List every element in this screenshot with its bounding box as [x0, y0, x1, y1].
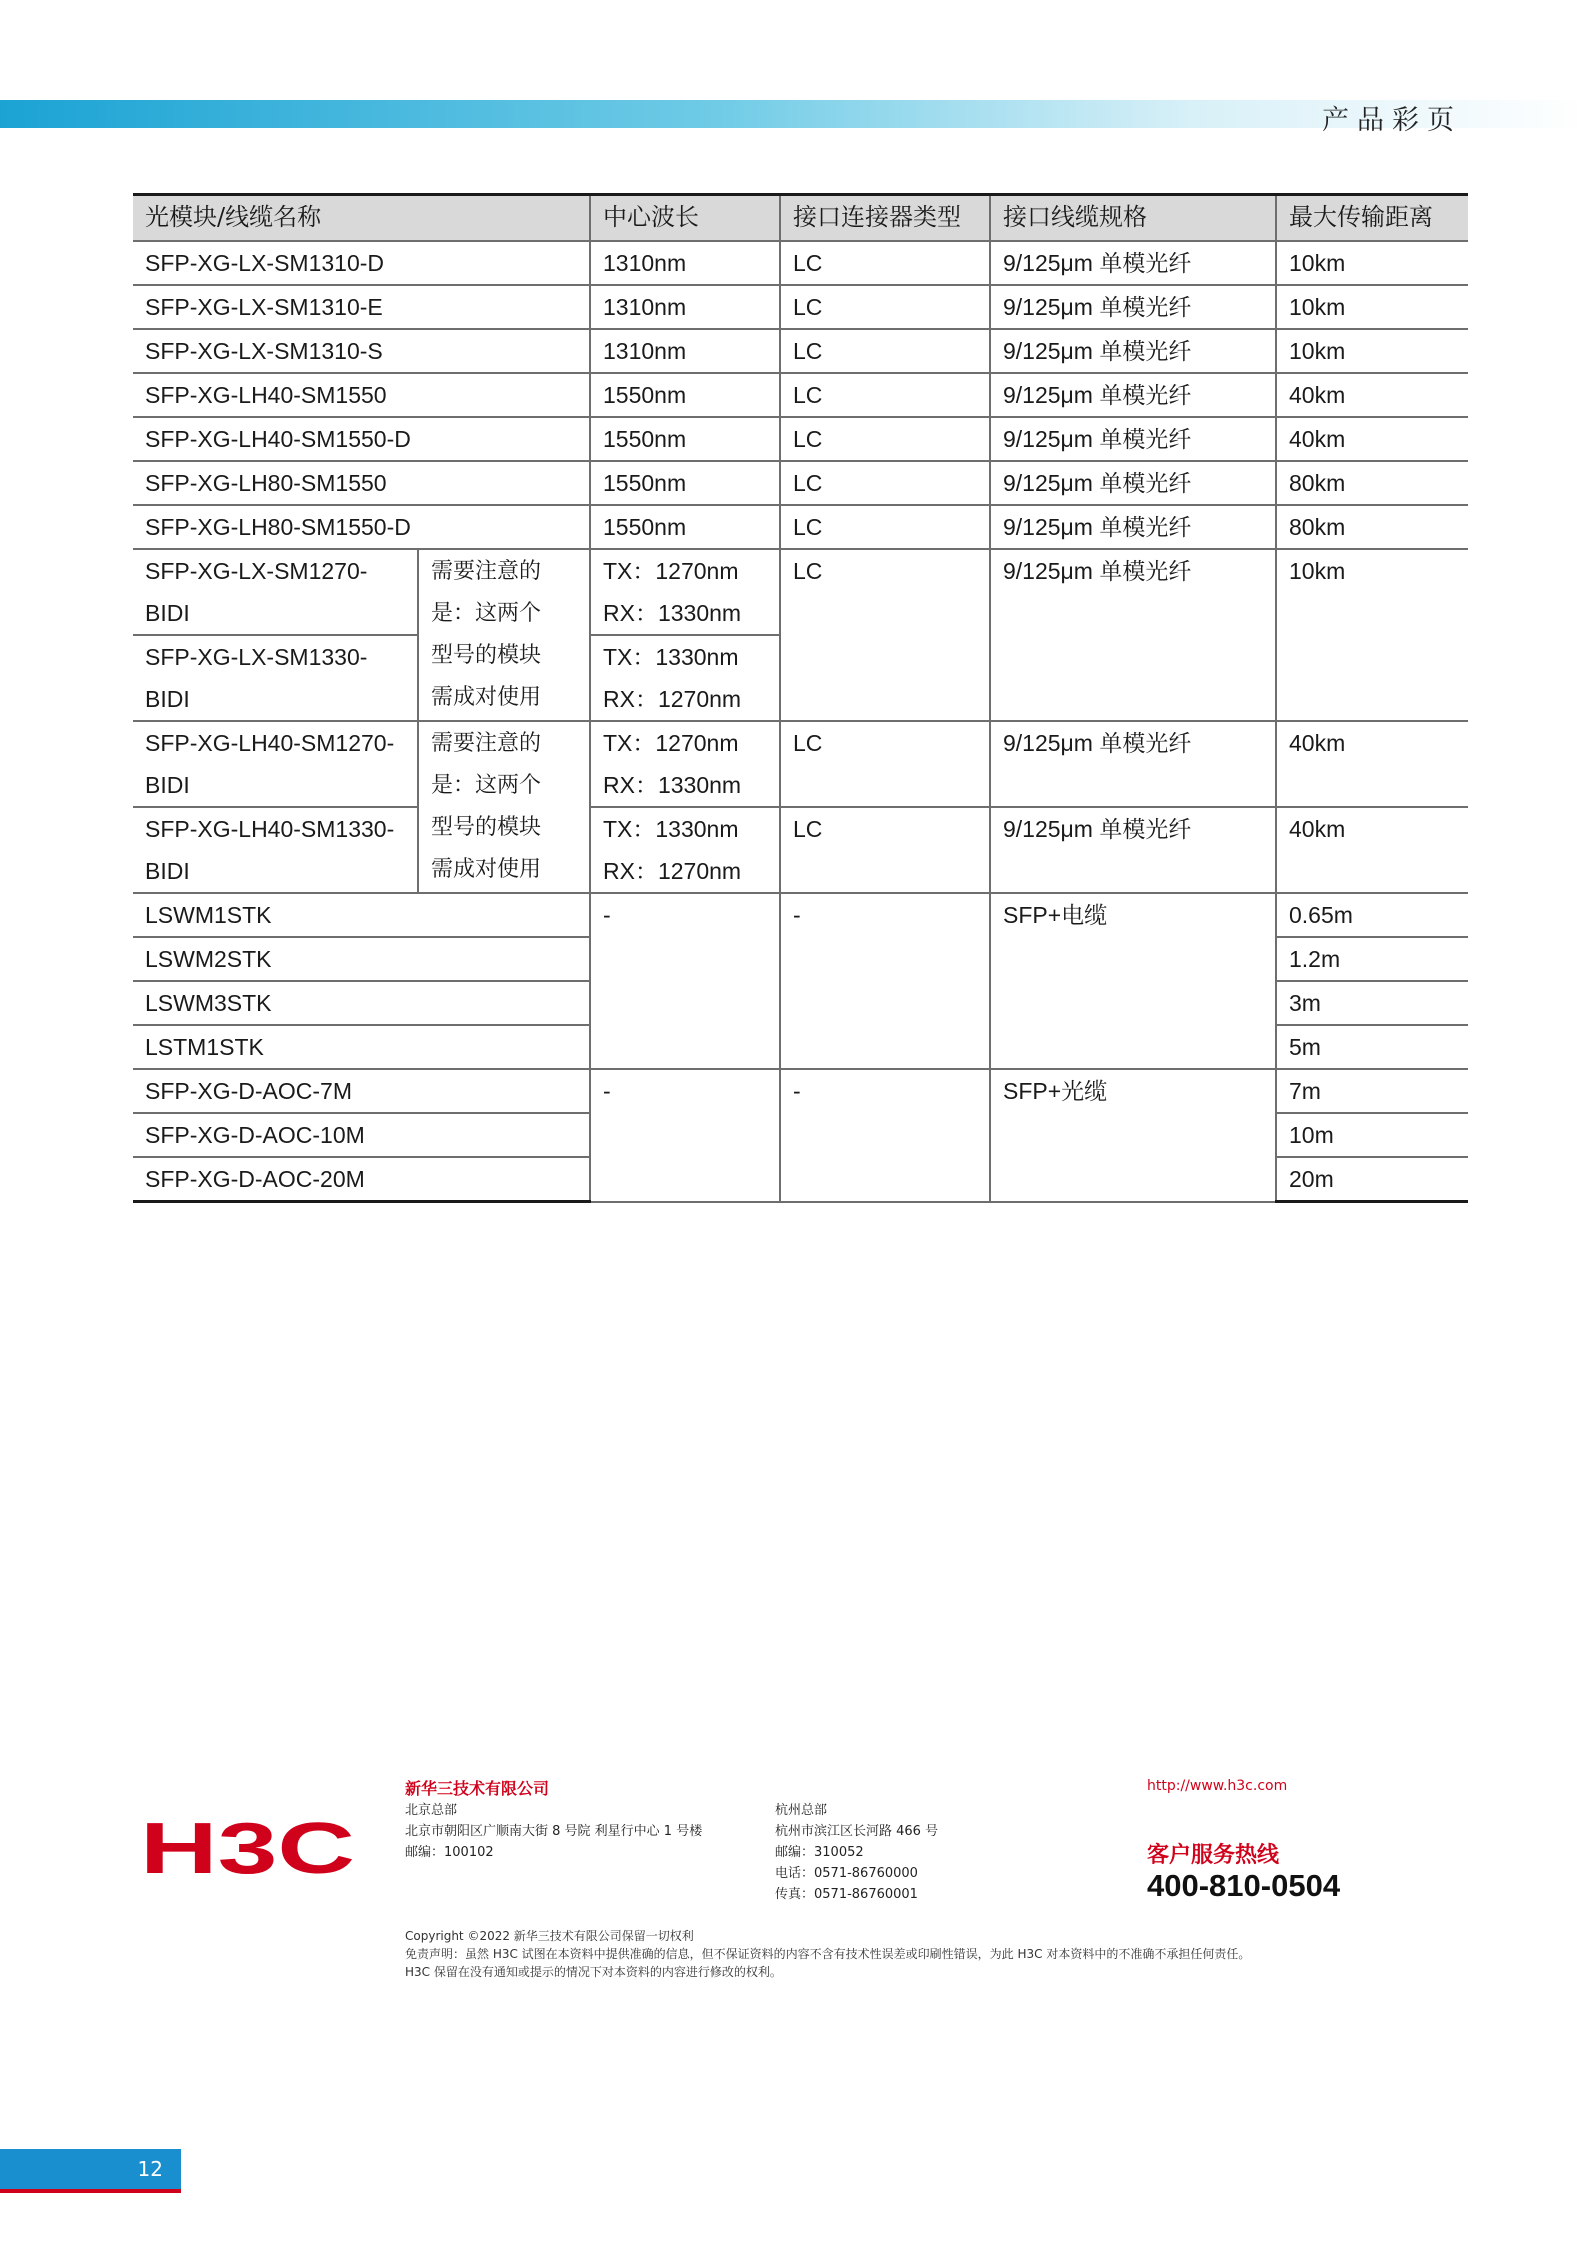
header-module-name: 光模块/线缆名称 [133, 195, 590, 242]
h3c-logo [140, 1818, 360, 1878]
page-number-underline [0, 2189, 181, 2193]
optical-module-spec-table [133, 193, 1468, 1203]
header-connector: 接口连接器类型 [780, 195, 990, 242]
table-row-stack: LSWM2STK 1.2m [133, 937, 1468, 981]
module-name: SFP-XG-LX-SM1270- BIDI [133, 549, 418, 635]
page-number: 12 [0, 2149, 181, 2189]
hangzhou-address: 杭州总部 杭州市滨江区长河路 466 号 邮编：310052 电话：0571-86760000 传真：0571-86760001 [775, 1803, 939, 1902]
table-row-bidi: SFP-XG-LX-SM1270- BIDI 需要注意的 是：这两个 型号的模块 需成对使用 TX：1270nm RX：1330nm LC 9/125μm 单模光纤 10km [133, 549, 1468, 635]
table-row-aoc: SFP-XG-D-AOC-20M 20m [133, 1157, 1468, 1202]
module-name: SFP-XG-LH40-SM1270- BIDI [133, 721, 418, 807]
page-header-title: 产品彩页 [1322, 105, 1462, 136]
header-cable-spec: 接口线缆规格 [990, 195, 1276, 242]
pairing-note: 需要注意的 是：这两个 型号的模块 需成对使用 [418, 549, 590, 721]
wavelength: TX：1270nm RX：1330nm [590, 721, 780, 807]
table-row-aoc: SFP-XG-D-AOC-10M 10m [133, 1113, 1468, 1157]
table-row-stack: LSTM1STK 5m [133, 1025, 1468, 1069]
hotline-label: 客户服务热线 [1147, 1843, 1280, 1868]
wavelength: TX：1330nm RX：1270nm [590, 807, 780, 893]
table-header-row [133, 195, 1468, 242]
table-row: SFP-XG-LH80-SM1550 1550nm LC 9/125μm 单模光纤 80km [133, 461, 1468, 505]
table-row: SFP-XG-LH40-SM1550-D 1550nm LC 9/125μm 单模光纤 40km [133, 417, 1468, 461]
h3c-logo-text: H3C [140, 1818, 355, 1878]
table-row: SFP-XG-LX-SM1310-D 1310nm LC 9/125μm 单模光纤 10km [133, 241, 1468, 285]
table-row-bidi: SFP-XG-LH40-SM1270- BIDI 需要注意的 是：这两个 型号的模块 需成对使用 TX：1270nm RX：1330nm LC 9/125μm 单模光纤 40km [133, 721, 1468, 807]
table-row: SFP-XG-LX-SM1310-S 1310nm LC 9/125μm 单模光纤 10km [133, 329, 1468, 373]
pairing-note: 需要注意的 是：这两个 型号的模块 需成对使用 [418, 721, 590, 893]
table-row: SFP-XG-LH40-SM1550 1550nm LC 9/125μm 单模光纤 40km [133, 373, 1468, 417]
header-max-distance: 最大传输距离 [1276, 195, 1468, 242]
table-row: SFP-XG-LX-SM1310-E 1310nm LC 9/125μm 单模光纤 10km [133, 285, 1468, 329]
table-row-stack: LSWM3STK 3m [133, 981, 1468, 1025]
module-name: SFP-XG-LX-SM1330- BIDI [133, 635, 418, 721]
header-wavelength: 中心波长 [590, 195, 780, 242]
wavelength: TX：1330nm RX：1270nm [590, 635, 780, 721]
hotline-number: 400-810-0504 [1147, 1868, 1341, 1903]
wavelength: TX：1270nm RX：1330nm [590, 549, 780, 635]
module-name: SFP-XG-LH40-SM1330- BIDI [133, 807, 418, 893]
table-row-aoc: SFP-XG-D-AOC-7M - - SFP+光缆 7m [133, 1069, 1468, 1113]
company-name: 新华三技术有限公司 [405, 1779, 550, 1798]
table-row-stack: LSWM1STK - - SFP+电缆 0.65m [133, 893, 1468, 937]
table-row-bidi: SFP-XG-LH40-SM1330- BIDI TX：1330nm RX：1270nm LC 9/125μm 单模光纤 40km [133, 807, 1468, 893]
legal-notice: Copyright ©2022 新华三技术有限公司保留一切权利 免责声明：虽然 H3C 试图在本资料中提供准确的信息，但不保证资料的内容不含有技术性误差或印刷性错误，为此 H3C 对本资料中的不准确不承担任何责任。 H3C 保留在没有通知或提示的情况下对本资料的内容进行修改的权利。 [405, 1929, 1251, 1979]
table-row: SFP-XG-LH80-SM1550-D 1550nm LC 9/125μm 单模光纤 80km [133, 505, 1468, 549]
website-link[interactable]: http://www.h3c.com [1147, 1778, 1288, 1794]
beijing-address: 北京总部 北京市朝阳区广顺南大街 8 号院 利星行中心 1 号楼 邮编：100102 [405, 1803, 703, 1860]
